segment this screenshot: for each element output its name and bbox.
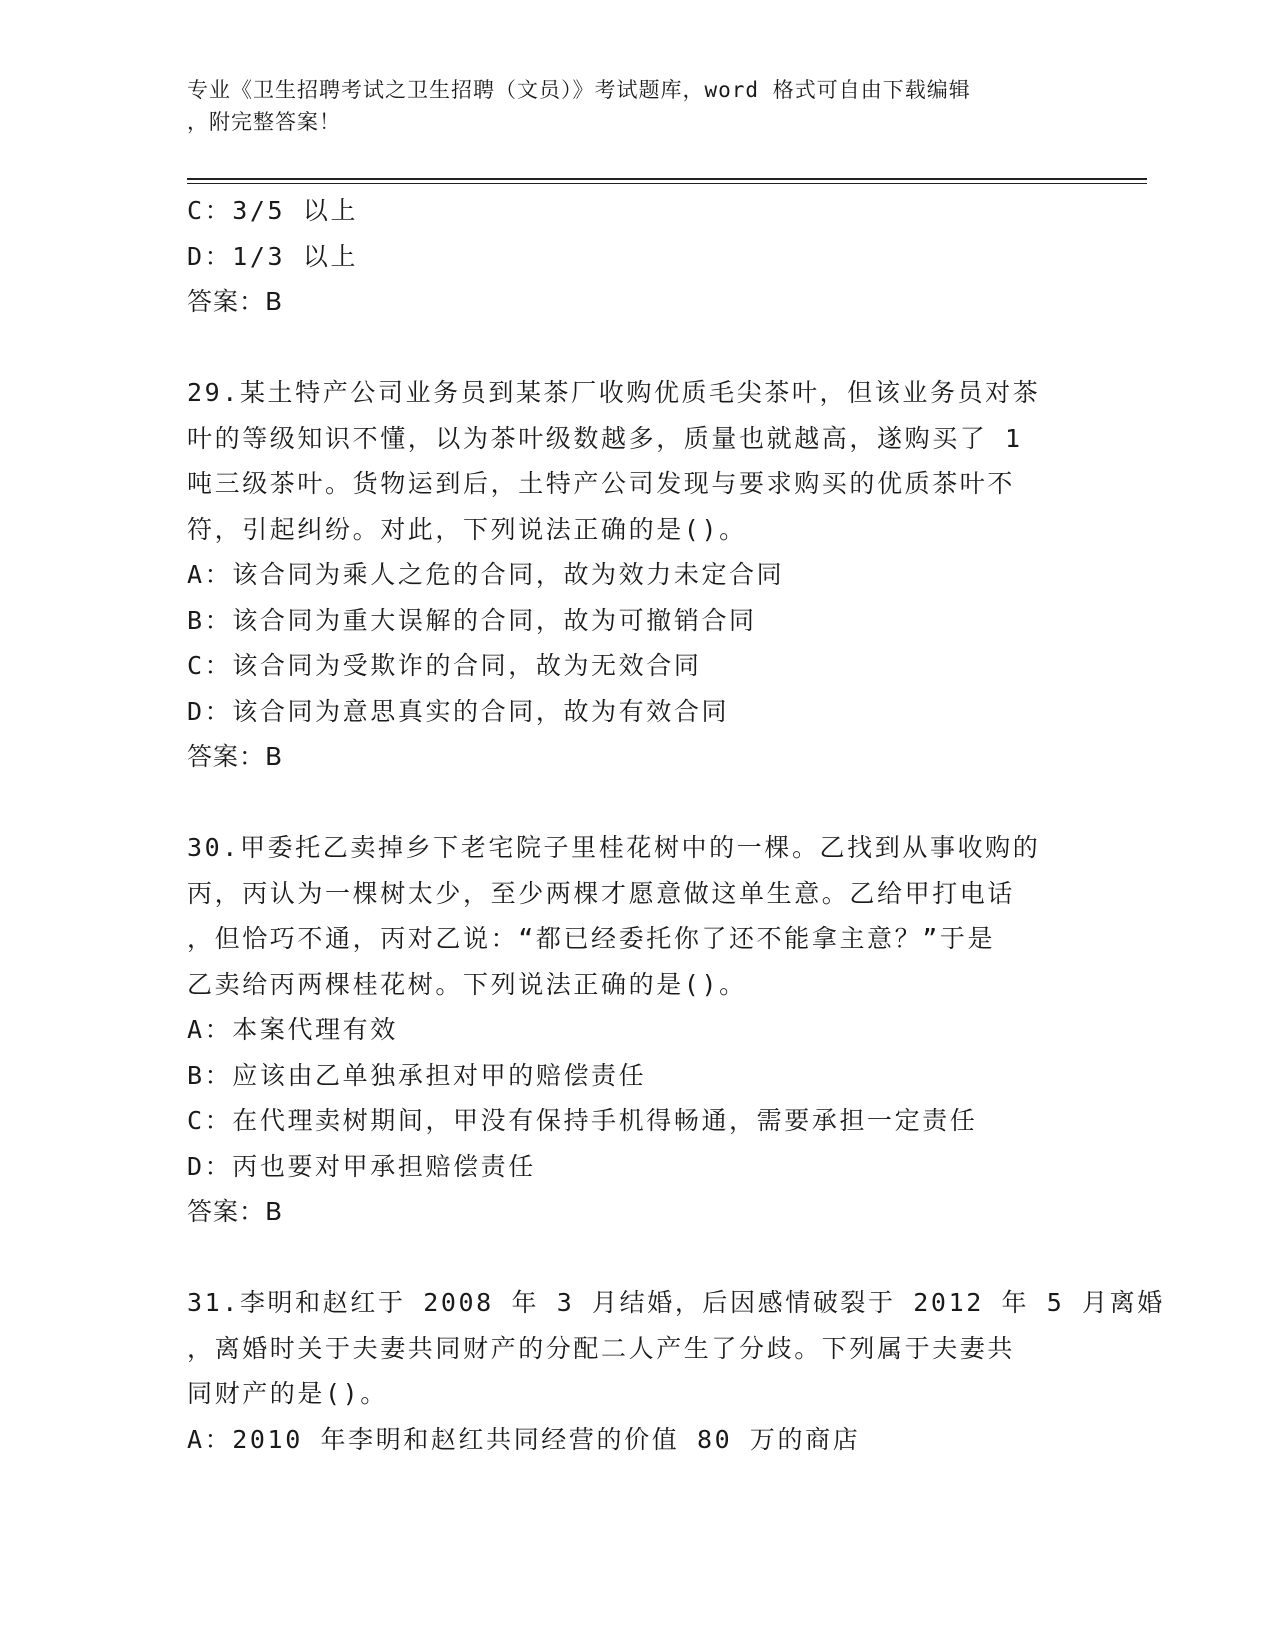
question-29 [187, 370, 1097, 780]
option-a: A：本案代理有效 [187, 1015, 398, 1044]
question-31 [187, 1280, 1165, 1462]
option-d: D：丙也要对甲承担赔偿责任 [187, 1151, 536, 1181]
question-stem-line: 30.甲委托乙卖掉乡下老宅院子里桂花树中的一棵。乙找到从事收购的 [187, 833, 1041, 862]
option-c: C：该合同为受欺诈的合同，故为无效合同 [187, 651, 702, 680]
question-stem-line: 符，引起纠纷。对此，下列说法正确的是()。 [187, 514, 747, 544]
question-stem-line: 丙，丙认为一棵树太少，至少两棵才愿意做这单生意。乙给甲打电话 [187, 878, 1016, 908]
header-rule-thick [187, 178, 1147, 180]
question-stem-line: 29.某土特产公司业务员到某茶厂收购优质毛尖茶叶，但该业务员对茶 [187, 378, 1041, 407]
answer-line: 答案：B [187, 287, 284, 316]
answer-line: 答案：B [187, 742, 284, 771]
option-b: B：应该由乙单独承担对甲的赔偿责任 [187, 1060, 647, 1090]
spacer [187, 325, 1097, 371]
option-a: A：2010 年李明和赵红共同经营的价值 80 万的商店 [187, 1424, 861, 1454]
question-30 [187, 825, 1097, 1235]
question-stem-line: ，离婚时关于夫妻共同财产的分配二人产生了分歧。下列属于夫妻共 [187, 1333, 1016, 1363]
question-stem-line: 叶的等级知识不懂，以为茶叶级数越多，质量也就越高，遂购买了 1 [187, 423, 1023, 453]
option-c: C：3/5 以上 [187, 196, 359, 225]
option-b: B：该合同为重大误解的合同，故为可撤销合同 [187, 605, 757, 635]
question-stem-line: 31.李明和赵红于 2008 年 3 月结婚，后因感情破裂于 2012 年 5 月离婚 [187, 1288, 1165, 1317]
question-stem-line: 乙卖给丙两棵桂花树。下列说法正确的是()。 [187, 969, 747, 999]
question-stem-line: 同财产的是()。 [187, 1379, 388, 1408]
header-rule-thin [187, 183, 1147, 184]
spacer [187, 780, 1097, 826]
spacer [187, 1235, 1097, 1281]
answer-line: 答案：B [187, 1197, 284, 1226]
option-a: A：该合同为乘人之危的合同，故为效力未定合同 [187, 560, 785, 589]
header-line-2: ，附完整答案！ [187, 110, 341, 134]
previous-question-tail [187, 188, 1097, 325]
document-header [187, 74, 1087, 138]
question-content [187, 188, 1165, 1462]
option-d: D：该合同为意思真实的合同，故为有效合同 [187, 696, 730, 726]
option-d: D：1/3 以上 [187, 241, 359, 271]
header-line-1: 专业《卫生招聘考试之卫生招聘（文员）》考试题库，word 格式可自由下载编辑 [187, 78, 971, 102]
question-stem-line: 吨三级茶叶。货物运到后，土特产公司发现与要求购买的优质茶叶不 [187, 469, 1016, 498]
question-stem-line: ，但恰巧不通，丙对乙说：“都已经委托你了还不能拿主意？”于是 [187, 924, 996, 953]
option-c: C：在代理卖树期间，甲没有保持手机得畅通，需要承担一定责任 [187, 1106, 978, 1135]
